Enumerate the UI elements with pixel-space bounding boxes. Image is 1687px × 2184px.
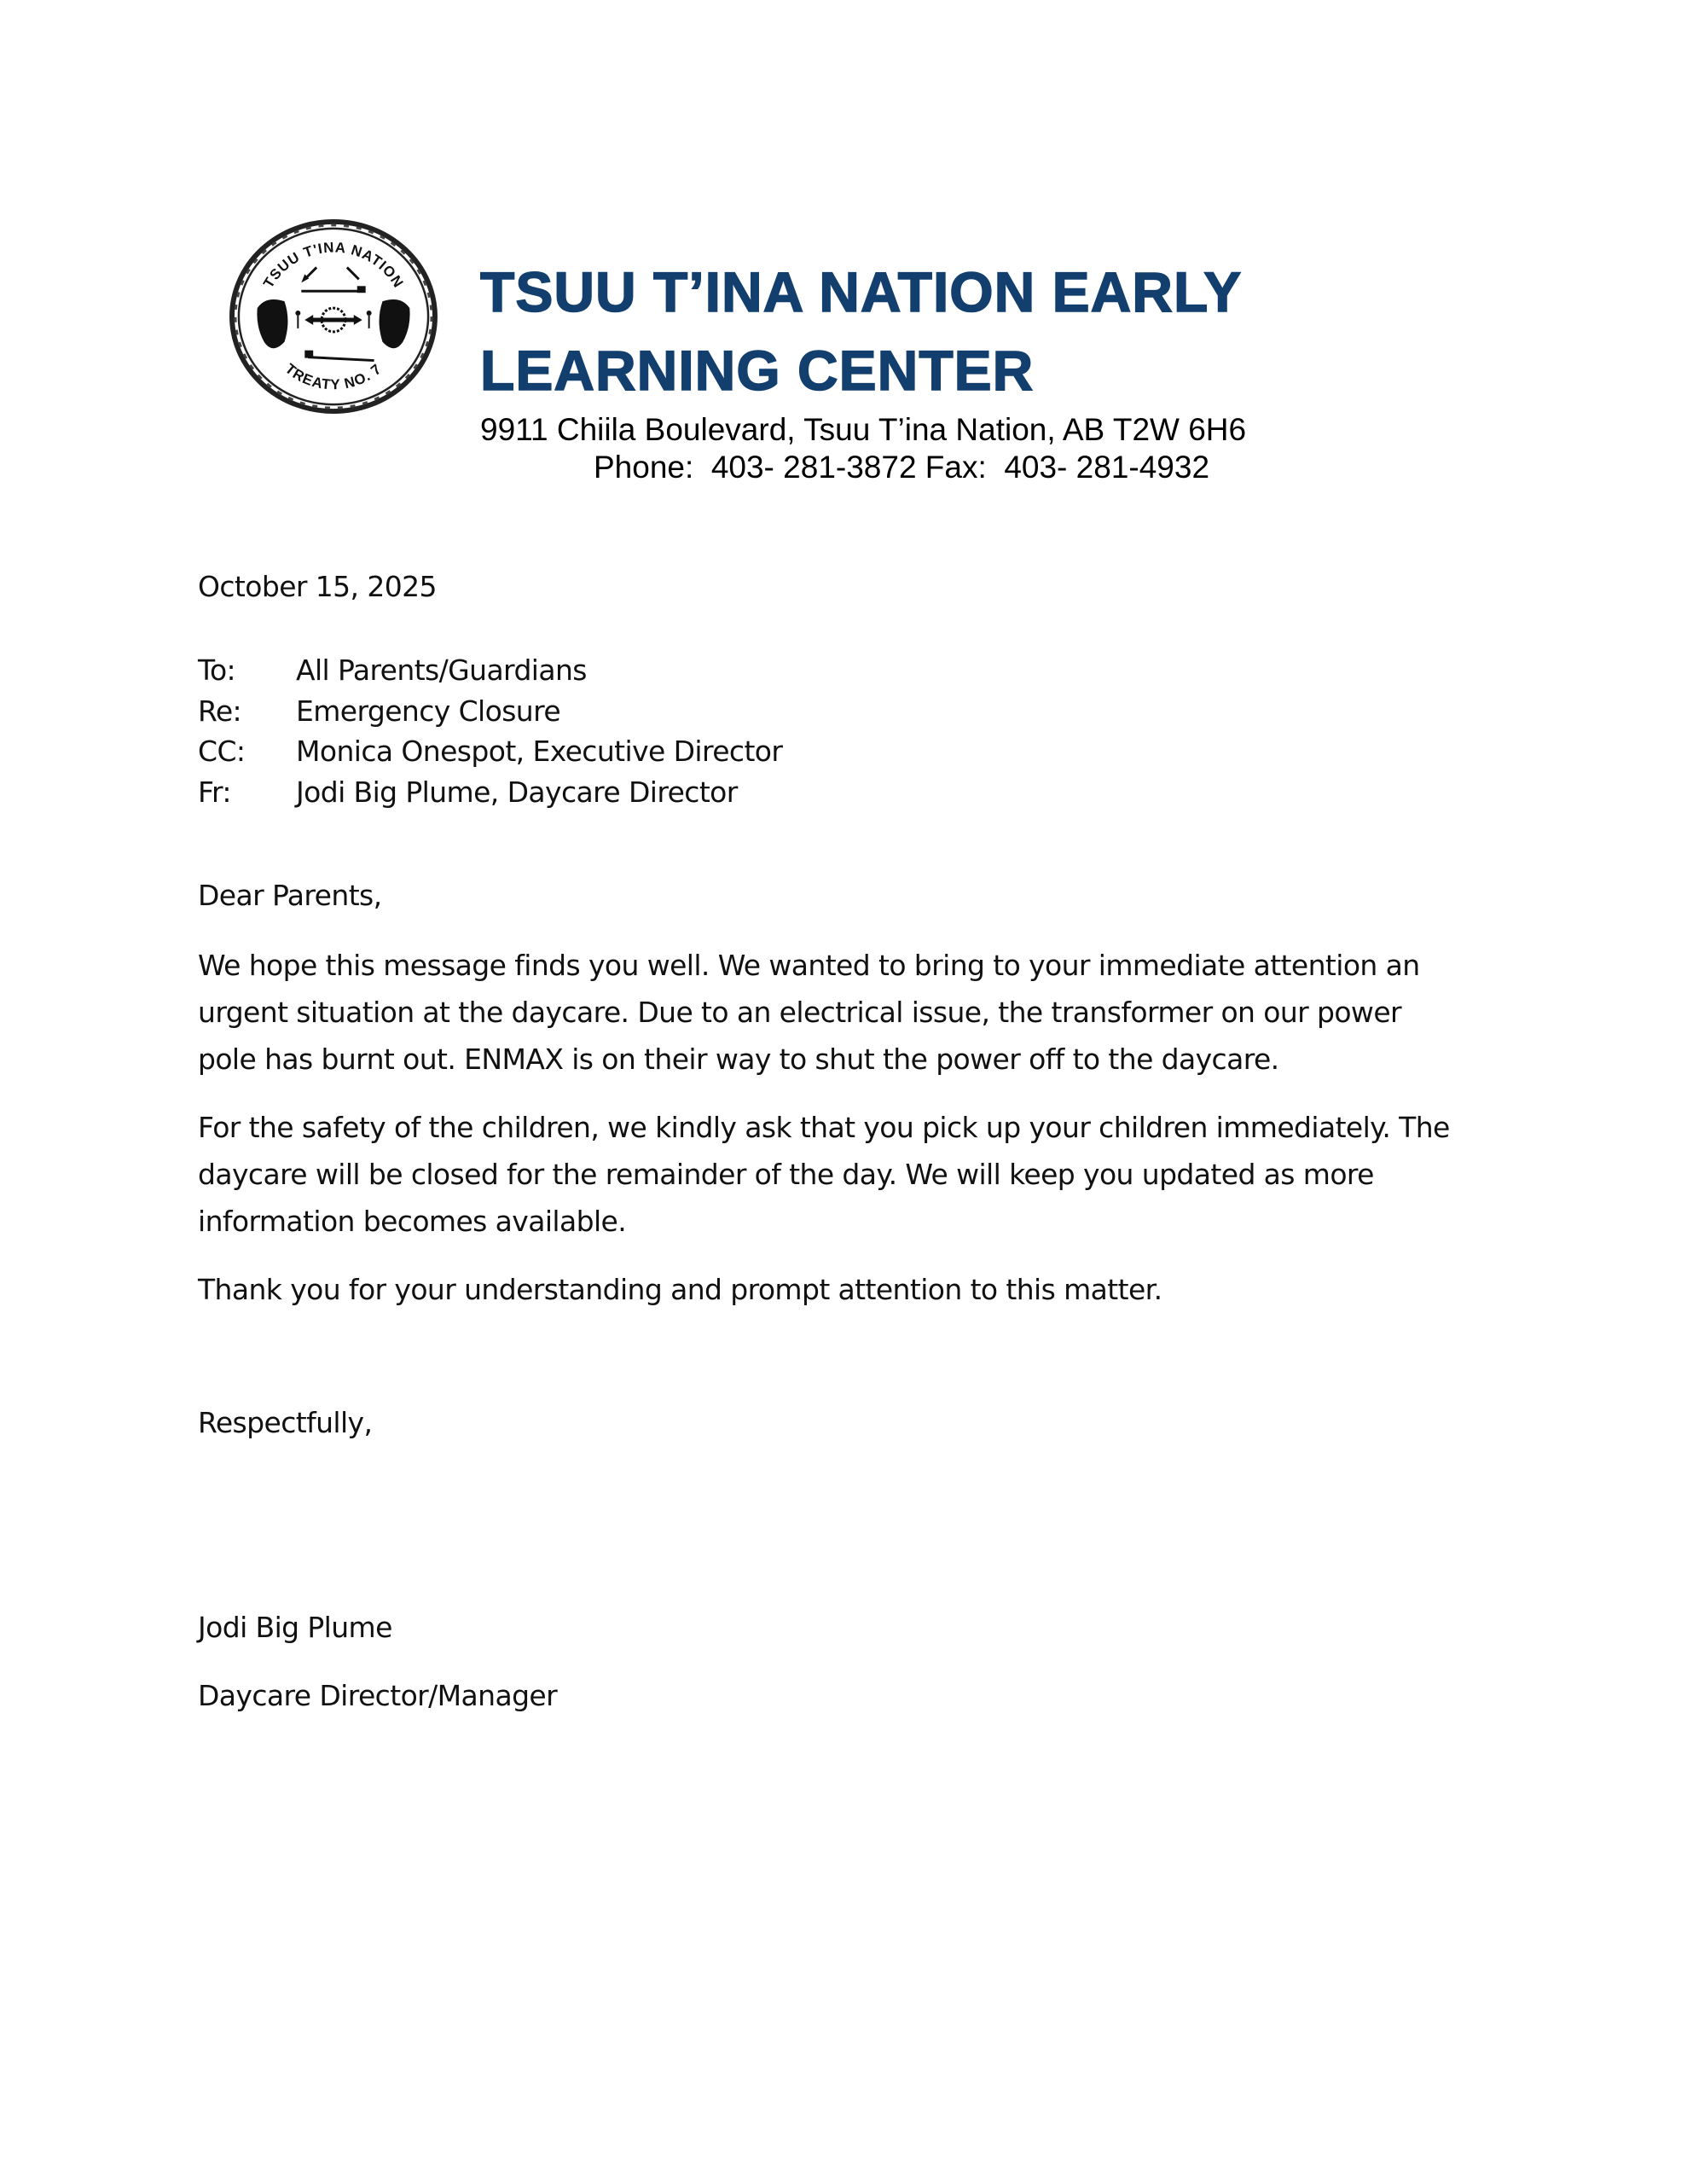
memo-row-cc bbox=[198, 731, 782, 772]
memo-label: Re: bbox=[198, 694, 242, 728]
organization-title-line-1: TSUU T’INA NATION EARLY bbox=[480, 260, 1243, 323]
salutation: Dear Parents, bbox=[198, 879, 382, 912]
signature-title: Daycare Director/Manager bbox=[198, 1679, 558, 1712]
treaty-seal-icon bbox=[223, 215, 443, 418]
body-paragraph-3 bbox=[198, 1266, 1528, 1313]
organization-title-line-2: LEARNING CENTER bbox=[480, 339, 1035, 402]
paragraph-line: pole has burnt out. ENMAX is on their way to shut the power off to the daycare. bbox=[198, 1043, 1279, 1076]
memo-label: CC: bbox=[198, 735, 246, 768]
memo-header bbox=[198, 650, 782, 812]
svg-text:TSUU T'INA NATION bbox=[260, 239, 407, 290]
paragraph-line: daycare will be closed for the remainder of the day. We will keep you updated as more bbox=[198, 1158, 1374, 1191]
paragraph-line: urgent situation at the daycare. Due to an electrical issue, the transformer on our power bbox=[198, 996, 1401, 1029]
signature-name: Jodi Big Plume bbox=[198, 1611, 392, 1644]
memo-row-re bbox=[198, 691, 782, 732]
paragraph-line: information becomes available. bbox=[198, 1205, 627, 1238]
memo-value: Jodi Big Plume, Daycare Director bbox=[296, 775, 738, 809]
body-paragraph-2 bbox=[198, 1104, 1528, 1245]
organization-address: 9911 Chiila Boulevard, Tsuu T’ina Nation, AB T2W 6H6 bbox=[480, 412, 1247, 447]
paragraph-line: Thank you for your understanding and prompt attention to this matter. bbox=[198, 1273, 1162, 1306]
organization-title bbox=[480, 253, 1242, 410]
memo-value: All Parents/Guardians bbox=[296, 653, 587, 687]
svg-text:TREATY NO. 7 bbox=[282, 361, 386, 393]
body-paragraph-1 bbox=[198, 942, 1528, 1083]
paragraph-line: We hope this message finds you well. We wanted to bring to your immediate attention an bbox=[198, 949, 1420, 982]
memo-label: Fr: bbox=[198, 775, 231, 809]
memo-row-to bbox=[198, 650, 782, 691]
memo-row-from bbox=[198, 772, 782, 813]
memo-value: Emergency Closure bbox=[296, 694, 561, 728]
treaty-seal-logo bbox=[223, 215, 443, 418]
closing: Respectfully, bbox=[198, 1406, 373, 1439]
seal-bottom-text: TREATY NO. 7 bbox=[281, 360, 386, 393]
paragraph-line: For the safety of the children, we kindly ask that you pick up your children immediately. The bbox=[198, 1111, 1450, 1144]
memo-value: Monica Onespot, Executive Director bbox=[296, 735, 783, 768]
memo-label: To: bbox=[198, 653, 236, 687]
letter-date: October 15, 2025 bbox=[198, 570, 437, 603]
organization-contact: Phone: 403- 281-3872 Fax: 403- 281-4932 bbox=[594, 450, 1210, 485]
seal-top-text: TSUU T'INA NATION bbox=[260, 239, 407, 291]
